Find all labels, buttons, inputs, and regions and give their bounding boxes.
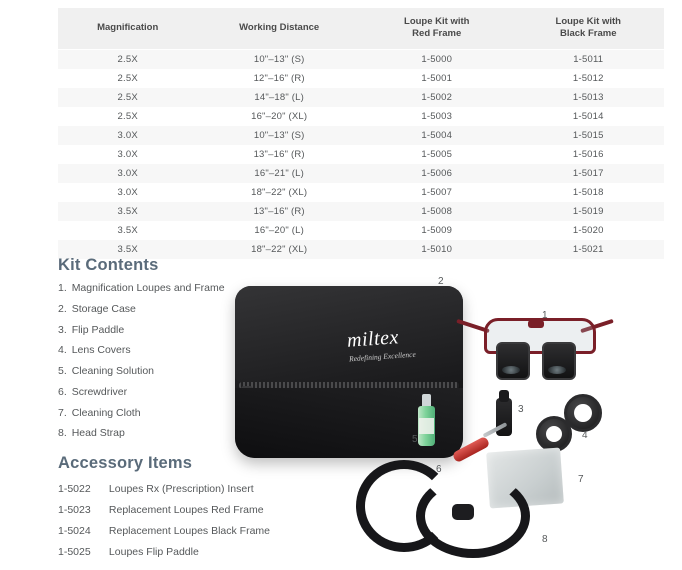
accessory-item-label: Replacement Loupes Black Frame: [108, 525, 271, 538]
callout-5: 5: [412, 434, 418, 445]
cell-working-distance: 16"–20" (L): [197, 221, 361, 240]
list-item-number: 2.: [58, 302, 67, 315]
callout-3: 3: [518, 404, 524, 415]
cell-red-frame-code: 1-5002: [361, 88, 513, 107]
cell-red-frame-code: 1-5004: [361, 126, 513, 145]
table-row: [58, 49, 664, 69]
table-row: [58, 107, 664, 126]
loupe-lens-left: [502, 366, 520, 374]
lens-cover-image-b: [536, 416, 572, 452]
list-item-number: 6.: [58, 385, 67, 398]
cleaning-solution-label: [419, 418, 434, 434]
cell-magnification: 3.5X: [58, 221, 197, 240]
cell-red-frame-code: 1-5005: [361, 145, 513, 164]
cell-magnification: 2.5X: [58, 69, 197, 88]
lens-cover-hole: [574, 404, 592, 422]
cell-black-frame-code: 1-5016: [512, 145, 664, 164]
table-header-row: [58, 8, 664, 49]
column-header-black-frame-line1: Loupe Kit with: [555, 16, 621, 27]
cell-working-distance: 18"–22" (XL): [197, 240, 361, 259]
table-row: [58, 88, 664, 107]
list-item-label: Head Strap: [71, 427, 125, 440]
cell-red-frame-code: 1-5008: [361, 202, 513, 221]
cell-magnification: 3.0X: [58, 126, 197, 145]
cell-red-frame-code: 1-5003: [361, 107, 513, 126]
cell-working-distance: 13"–16" (R): [197, 202, 361, 221]
cell-red-frame-code: 1-5006: [361, 164, 513, 183]
list-item: [58, 407, 248, 420]
list-item-number: 4.: [58, 344, 67, 357]
callout-6: 6: [436, 464, 442, 475]
product-photo: [230, 258, 660, 564]
loupe-specification-table: [58, 8, 664, 259]
list-item-label: Cleaning Cloth: [71, 406, 141, 419]
accessory-item-label: Loupes Flip Paddle: [108, 546, 199, 559]
column-header-working-distance: [197, 8, 361, 49]
cell-working-distance: 13"–16" (R): [197, 145, 361, 164]
list-item: [58, 386, 248, 399]
brand-logo: miltex: [346, 326, 400, 352]
accessory-item-code: 1-5025: [58, 546, 91, 559]
table-body: [58, 49, 664, 259]
callout-7: 7: [578, 474, 584, 485]
callout-1: 1: [542, 310, 548, 321]
cell-red-frame-code: 1-5010: [361, 240, 513, 259]
cell-red-frame-code: 1-5001: [361, 69, 513, 88]
head-strap-adjuster: [452, 504, 474, 520]
table-head: [58, 8, 664, 49]
accessory-item-code: 1-5022: [58, 483, 91, 495]
list-item-number: 8.: [58, 427, 67, 440]
kit-contents-heading: Kit Contents: [58, 256, 159, 274]
cell-black-frame-code: 1-5013: [512, 88, 664, 107]
cell-magnification: 3.5X: [58, 240, 197, 259]
column-header-working-distance-label: Working Distance: [239, 21, 320, 33]
cell-black-frame-code: 1-5015: [512, 126, 664, 145]
list-item-number: 5.: [58, 365, 67, 378]
accessory-item-code: 1-5024: [58, 525, 91, 538]
list-item-label: Magnification Loupes and Frame: [71, 282, 225, 294]
cell-working-distance: 10"–13" (S): [197, 126, 361, 145]
list-item-number: 3.: [58, 323, 67, 336]
list-item-number: 7.: [58, 406, 67, 419]
cell-magnification: 3.0X: [58, 164, 197, 183]
cell-magnification: 2.5X: [58, 107, 197, 126]
list-item-label: Screwdriver: [71, 385, 128, 398]
kit-contents-list: [58, 282, 248, 448]
accessory-item-label: Loupes Rx (Prescription) Insert: [108, 483, 254, 495]
loupe-lens-right: [548, 366, 566, 374]
cell-black-frame-code: 1-5014: [512, 107, 664, 126]
cell-magnification: 3.0X: [58, 183, 197, 202]
list-item: [58, 365, 248, 378]
column-header-magnification-label: Magnification: [97, 21, 159, 33]
accessory-items-heading: Accessory Items: [58, 454, 193, 472]
magnification-loupes-image: [482, 308, 592, 386]
cell-magnification: 3.0X: [58, 145, 197, 164]
cell-working-distance: 18"–22" (XL): [197, 183, 361, 202]
lens-cover-hole: [546, 426, 563, 443]
list-item: [58, 324, 248, 337]
callout-2: 2: [438, 276, 444, 287]
table-row: [58, 69, 664, 88]
cell-black-frame-code: 1-5021: [512, 240, 664, 259]
table-row: [58, 202, 664, 221]
list-item-label: Flip Paddle: [71, 323, 125, 336]
list-item-number: 1.: [58, 282, 67, 294]
column-header-magnification: [58, 8, 197, 49]
loupe-barrel-right: [542, 342, 576, 380]
cell-magnification: 2.5X: [58, 49, 197, 69]
cell-working-distance: 16"–20" (XL): [197, 107, 361, 126]
table-row: [58, 221, 664, 240]
cell-black-frame-code: 1-5018: [512, 183, 664, 202]
brand-tagline: Redefining Excellence: [348, 349, 417, 364]
cell-working-distance: 14"–18" (L): [197, 88, 361, 107]
cell-black-frame-code: 1-5020: [512, 221, 664, 240]
cell-black-frame-code: 1-5019: [512, 202, 664, 221]
table-row: [58, 164, 664, 183]
cell-magnification: 3.5X: [58, 202, 197, 221]
loupe-bridge: [528, 320, 544, 328]
callout-8: 8: [542, 534, 548, 545]
list-item-label: Cleaning Solution: [71, 365, 154, 378]
cell-red-frame-code: 1-5009: [361, 221, 513, 240]
cell-red-frame-code: 1-5000: [361, 49, 513, 69]
cell-working-distance: 16"–21" (L): [197, 164, 361, 183]
list-item: [58, 344, 248, 357]
callout-4: 4: [582, 430, 588, 441]
accessory-item-code: 1-5023: [58, 504, 91, 517]
column-header-black-frame-line2: Black Frame: [559, 27, 617, 39]
list-item-label: Storage Case: [71, 302, 136, 315]
column-header-black-frame: [512, 8, 664, 49]
table-row: [58, 183, 664, 202]
column-header-red-frame-line1: Loupe Kit with: [404, 16, 470, 27]
table-row: [58, 145, 664, 164]
list-item: [58, 282, 248, 295]
table-row: [58, 126, 664, 145]
cell-black-frame-code: 1-5012: [512, 69, 664, 88]
list-item: [58, 303, 248, 316]
list-item-label: Lens Covers: [71, 344, 131, 357]
loupe-barrel-left: [496, 342, 530, 380]
cell-magnification: 2.5X: [58, 88, 197, 107]
cell-red-frame-code: 1-5007: [361, 183, 513, 202]
column-header-red-frame: [361, 8, 513, 49]
cell-black-frame-code: 1-5017: [512, 164, 664, 183]
list-item: [58, 427, 248, 440]
column-header-red-frame-line2: Red Frame: [412, 27, 462, 39]
cell-working-distance: 10"–13" (S): [197, 49, 361, 69]
cell-black-frame-code: 1-5011: [512, 49, 664, 69]
accessory-item-label: Replacement Loupes Red Frame: [108, 504, 264, 517]
cell-working-distance: 12"–16" (R): [197, 69, 361, 88]
